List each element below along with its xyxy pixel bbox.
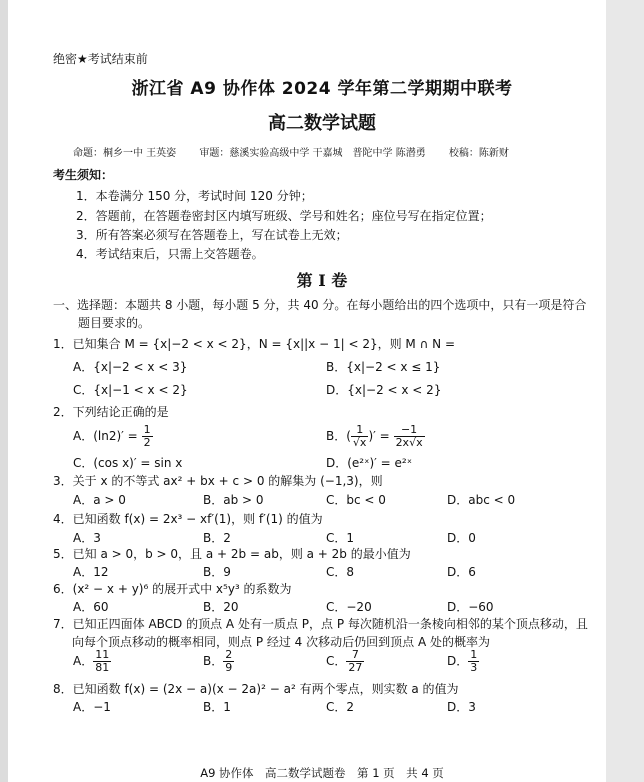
- notice-item: 1．本卷满分 150 分，考试时间 120 分钟；: [76, 189, 313, 203]
- exam-title: 浙江省 A9 协作体 2024 学年第二学期期中联考: [131, 79, 513, 99]
- notice-item: 4．考试结束后，只需上交答题卷。: [76, 247, 264, 261]
- question-3-stem: 3．关于 x 的不等式 ax² + bx + c > 0 的解集为 (−1,3)，则: [53, 474, 383, 488]
- credit-author: 命题：桐乡一中 王英姿: [73, 148, 177, 159]
- q3-option-c: C．bc < 0: [326, 493, 386, 507]
- q1-option-c: C．{x|−1 < x < 2}: [73, 383, 188, 397]
- q4-option-a: A．3: [73, 531, 101, 545]
- q8-option-a: A．−1: [73, 700, 111, 714]
- q2-option-d: D．(e²ˣ)′ = e²ˣ: [326, 456, 413, 470]
- q7-b-fraction: [223, 649, 234, 674]
- q5-option-d: D．6: [447, 565, 476, 579]
- q8-option-b: B．1: [203, 700, 231, 714]
- notice-item: 3．所有答案必须写在答题卷上，写在试卷上无效；: [76, 228, 348, 242]
- q5-option-c: C．8: [326, 565, 355, 579]
- q4-option-d: D．0: [447, 531, 476, 545]
- q7-b-prefix: B．: [203, 654, 224, 668]
- q7-b-numerator: 2: [225, 648, 233, 661]
- q2-a-fraction: [142, 424, 153, 449]
- q6-option-d: D．−60: [447, 600, 494, 614]
- q2-a-numerator: 1: [143, 423, 151, 436]
- section-intro-cont: 题目要求的。: [78, 316, 151, 330]
- q7-d-numerator: 1: [470, 648, 478, 661]
- question-7-stem: 7．已知正四面体 ABCD 的顶点 A 处有一质点 P，点 P 每次随机沿一条棱向相邻的某个顶点移动，且: [53, 617, 588, 631]
- q3-option-a: A．a > 0: [73, 493, 126, 507]
- q3-option-d: D．abc < 0: [447, 493, 516, 507]
- question-7-stem-cont: 向每个顶点移动的概率相同，则点 P 经过 4 次移动后仍回到顶点 A 处的概率为: [72, 635, 490, 649]
- q4-option-c: C．1: [326, 531, 355, 545]
- q1-option-d: D．{x|−2 < x < 2}: [326, 383, 442, 397]
- q7-option-a: [73, 649, 111, 674]
- q2-b-denominator-1: √x: [352, 436, 367, 449]
- q1-option-b: B．{x|−2 < x ≤ 1}: [326, 360, 441, 374]
- q7-a-prefix: A．: [73, 654, 94, 668]
- q2-b-prefix: B．(: [326, 429, 351, 443]
- q5-option-b: B．9: [203, 565, 231, 579]
- q7-option-d: [447, 649, 479, 674]
- confidential-label: 绝密★考试结束前: [53, 52, 148, 66]
- q7-b-denominator: 9: [225, 661, 233, 674]
- q7-a-numerator: 11: [95, 648, 110, 661]
- credit-reviewer: 审题：慈溪实验高级中学 干嘉城 普陀中学 陈潜勇: [199, 148, 426, 159]
- q4-option-b: B．2: [203, 531, 231, 545]
- q3-option-b: B．ab > 0: [203, 493, 264, 507]
- q8-option-c: C．2: [326, 700, 355, 714]
- q2-b-numerator-1: 1: [351, 424, 369, 437]
- credit-proofreader: 校稿：陈新财: [448, 148, 509, 159]
- question-2-stem: 2．下列结论正确的是: [53, 405, 169, 419]
- question-5-stem: 5．已知 a > 0，b > 0，且 a + 2b = ab，则 a + 2b 的最小值为: [53, 547, 411, 561]
- q7-a-fraction: [93, 649, 111, 674]
- q2-b-middle: )′ =: [368, 429, 390, 443]
- q8-option-d: D．3: [447, 700, 476, 714]
- question-4-stem: 4．已知函数 f(x) = 2x³ − xf′(1)，则 f′(1) 的值为: [53, 512, 323, 526]
- page-footer: A9 协作体 高二数学试题卷 第 1 页 共 4 页: [200, 766, 444, 780]
- q7-c-fraction: [346, 649, 364, 674]
- q2-option-b: [326, 424, 425, 449]
- q7-d-denominator: 3: [470, 661, 478, 674]
- q7-d-fraction: [468, 649, 479, 674]
- notice-title: 考生须知：: [53, 168, 114, 182]
- q2-a-denominator: 2: [143, 436, 151, 449]
- q2-b-numerator-2: −1: [394, 424, 425, 437]
- q2-b-fraction-1: [351, 424, 369, 449]
- q7-c-numerator: 7: [346, 649, 364, 662]
- q2-b-fraction-2: [394, 424, 425, 449]
- question-8-stem: 8．已知函数 f(x) = (2x − a)(x − 2a)² − a² 有两个零点，则实数 a 的值为: [53, 682, 459, 696]
- q6-option-c: C．−20: [326, 600, 372, 614]
- question-6-stem: 6．(x² − x + y)⁶ 的展开式中 x⁵y³ 的系数为: [53, 582, 292, 596]
- q1-option-a: A．{x|−2 < x < 3}: [73, 360, 188, 374]
- section-intro: 一、选择题：本题共 8 小题，每小题 5 分，共 40 分。在每小题给出的四个选项中，只有一项是符合: [53, 298, 587, 312]
- credits-line: [73, 144, 529, 159]
- q7-option-b: [203, 649, 234, 674]
- q7-c-denominator: 27: [348, 661, 363, 674]
- q7-a-denominator: 81: [95, 661, 110, 674]
- q2-b-denominator-2: 2x√x: [395, 436, 423, 449]
- notice-item: 2．答题前，在答题卷密封区内填写班级、学号和姓名；座位号写在指定位置；: [76, 209, 492, 223]
- q6-option-a: A．60: [73, 600, 109, 614]
- q6-option-b: B．20: [203, 600, 239, 614]
- exam-subtitle: 高二数学试题: [268, 113, 376, 134]
- q2-option-a: [73, 424, 153, 449]
- section-title: 第 I 卷: [296, 271, 348, 290]
- q7-d-prefix: D．: [447, 654, 469, 668]
- question-1-stem: 1．已知集合 M = {x|−2 < x < 2}，N = {x||x − 1| < 2}，则 M ∩ N =: [53, 337, 456, 351]
- q7-option-c: [326, 649, 364, 674]
- q5-option-a: A．12: [73, 565, 109, 579]
- q2-option-c: C．(cos x)′ = sin x: [73, 456, 183, 470]
- q2-a-prefix: A．(ln2)′ =: [73, 429, 138, 443]
- q7-c-prefix: C．: [326, 654, 347, 668]
